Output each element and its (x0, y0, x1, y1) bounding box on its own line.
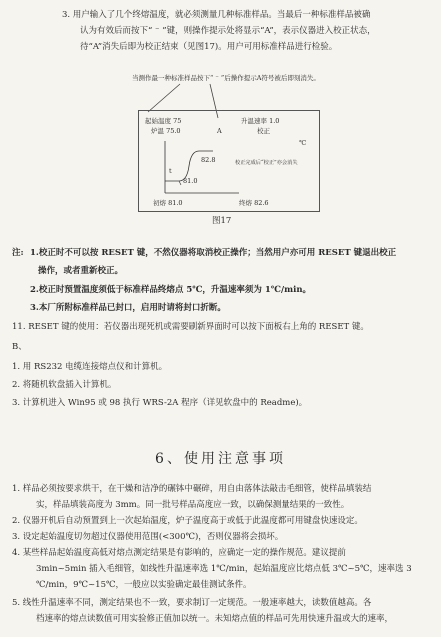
figure-vertical-tag: t (169, 167, 172, 175)
figure-value-81: 81.0 (183, 177, 198, 185)
figure-top-note: 当测作最一种标准样品按下“ ⁻ ”后操作提示A符号被后即刻消失。 (132, 74, 320, 82)
figure-final-melt: 终熔 82.6 (239, 199, 269, 207)
item-11: 11. RESET 键的使用：若仪器出现死机或需要刷新界面时可以按下面板右上角的 RESET 键。 (12, 322, 369, 332)
figure-unit: ℃ (299, 139, 307, 147)
figure-initial-melt: 初熔 81.0 (153, 199, 183, 207)
figure-marker-a: A (217, 127, 222, 135)
figure-start-temp: 起始温度 75 (145, 117, 182, 125)
step3-line1: 3. 用户输入了几个终熔温度，就必须测量几种标准样品。当最后一种标准样品被确 (62, 10, 371, 20)
step3-line2: 认为有效后而按下“ ⁻ ”键，则操作提示处将显示“A”，表示仪器进入校正状态， (80, 26, 376, 36)
figure-calibrate-done: 校正完成后“校正”亦会消失 (235, 159, 298, 166)
note-1-line1: 1.校正时不可以按 RESET 键，不然仪器将取消校正操作；当然用户亦可用 RESET 键退出校正 (30, 248, 397, 258)
s6-line-5: 4. 某些样品起始温度高低对熔点测定结果是有影响的，应确定一定的操作规范。建议提前 (12, 548, 346, 558)
section-6-title: 6、使用注意事项 (155, 451, 286, 467)
figure-furnace-temp: 炉温 75.0 (151, 127, 181, 135)
section-b-item-2: 2. 将随机软盘插入计算机。 (12, 380, 117, 390)
section-b-item-1: 1. 用 RS232 电缆连接熔点仪和计算机。 (12, 362, 168, 372)
figure-value-82: 82.8 (201, 156, 216, 164)
figure-17-panel (138, 110, 320, 212)
note-1-line2: 操作，或者重新校正。 (38, 266, 124, 276)
s6-line-1: 1. 样品必须按要求烘干，在干燥和洁净的碾钵中碾碎，用自由落体法敲击毛细管，使样品填装结 (12, 484, 372, 494)
figure-caption: 图17 (212, 216, 232, 226)
s6-line-3: 2. 仪器开机后自动预置到上一次起始温度，炉子温度高于或低于此温度都可用键盘快速设定。 (12, 516, 363, 526)
s6-line-2: 实，样品填装高度为 3mm。同一批号样品高度应一致，以确保测量结果的一致性。 (36, 500, 350, 510)
notes-label: 注: (12, 248, 24, 258)
note-2: 2.校正时预置温度须低于标准样品终熔点 5℃，升温速率须为 1℃/min。 (30, 285, 312, 295)
figure-rise-rate: 升温速率 1.0 (241, 117, 280, 125)
s6-line-9: 档速率的熔点读数值可用实验修正值加以统一。未知熔点值的样品可先用快速升温或大的速率， (36, 614, 394, 624)
s6-line-4: 3. 设定起始温度切勿超过仪器使用范围(<300℃)，否则仪器将会损坏。 (12, 532, 284, 542)
section-b-label: B、 (12, 342, 27, 352)
s6-line-7: ℃/min，9℃~15℃，一般应以实验确定最佳测试条件。 (36, 580, 252, 590)
note-3: 3.本厂所附标准样品已封口，启用时请将封口折断。 (30, 303, 226, 313)
step3-line3: 待“A”消失后即为校正结束（见图17)。用户可用标准样品进行检验。 (80, 42, 338, 52)
s6-line-8: 5. 线性升温速率不同，测定结果也不一致，要求制订一定规范。一般速率越大，读数值越高。各 (12, 598, 372, 608)
figure-calibrate: 校正 (257, 127, 270, 135)
s6-line-6: 3min~5min 插入毛细管，如线性升温速率选 1℃/min，起始温度应比熔点低 3℃~5℃，速率选 3 (36, 564, 412, 574)
section-b-item-3: 3. 计算机进入 Win95 或 98 执行 WRS-2A 程序（详见软盘中的 Readme)。 (12, 398, 308, 408)
